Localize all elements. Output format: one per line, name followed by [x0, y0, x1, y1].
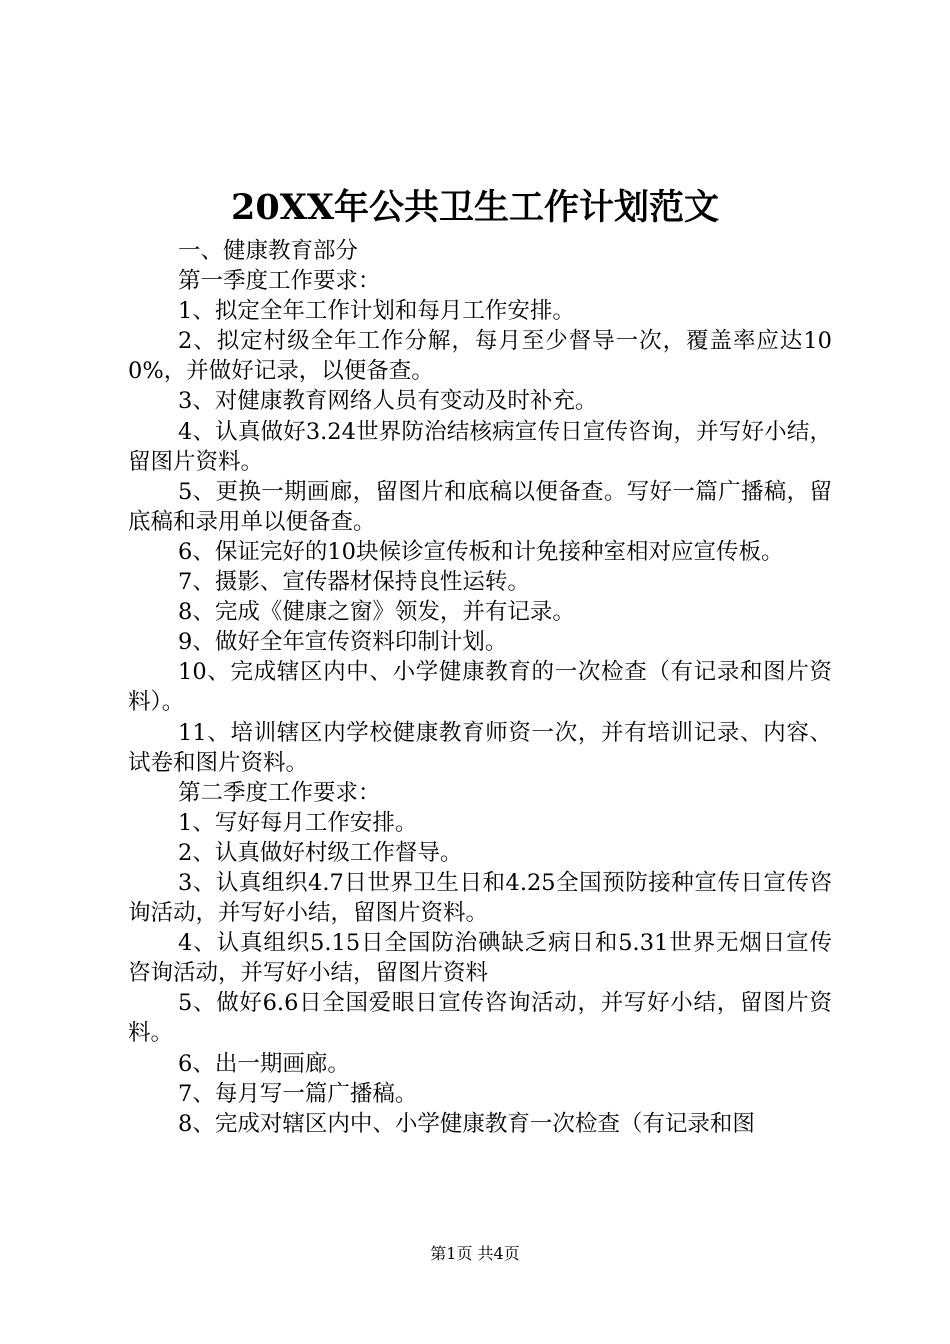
- page-number-footer: 第1页 共4页: [430, 1244, 520, 1263]
- document-body: [128, 236, 832, 1139]
- document-title: 20XX年公共卫生工作计划范文: [230, 187, 720, 228]
- paragraph-q2-item-4: 4、认真组织5.15日全国防治碘缺乏病日和5.31世界无烟日宣传咨询活动，并写好小结，留图片资料: [128, 930, 832, 987]
- paragraph-q1-item-10: 10、完成辖区内中、小学健康教育的一次检查（有记录和图片资料）。: [128, 659, 832, 716]
- paragraph-q1-requirements: 第一季度工作要求：: [178, 268, 381, 295]
- paragraph-q1-item-3: 3、对健康教育网络人员有变动及时补充。: [178, 388, 598, 415]
- paragraph-q1-item-2: 2、拟定村级全年工作分解，每月至少督导一次，覆盖率应达100%，并做好记录，以便备查。: [128, 328, 832, 385]
- paragraph-heading-health-education: 一、健康教育部分: [178, 238, 359, 264]
- paragraph-q1-item-9: 9、做好全年宣传资料印制计划。: [178, 629, 508, 656]
- paragraph-q1-item-8: 8、完成《健康之窗》领发，并有记录。: [178, 599, 575, 626]
- paragraph-q1-item-5: 5、更换一期画廊，留图片和底稿以便备查。写好一篇广播稿，留底稿和录用单以便备查。: [128, 478, 832, 535]
- paragraph-q1-item-11: 11、培训辖区内学校健康教育师资一次，并有培训记录、内容、试卷和图片资料。: [128, 719, 832, 776]
- paragraph-q1-item-7: 7、摄影、宣传器材保持良性运转。: [178, 569, 530, 596]
- paragraph-q2-requirements: 第二季度工作要求：: [178, 779, 381, 806]
- paragraph-q2-item-5: 5、做好6.6日全国爱眼日宣传咨询活动，并写好小结，留图片资料。: [128, 990, 832, 1047]
- paragraph-q2-item-6: 6、出一期画廊。: [178, 1050, 350, 1077]
- paragraph-q2-item-3: 3、认真组织4.7日世界卫生日和4.25全国预防接种宣传日宣传咨询活动，并写好小结，留图片资料。: [128, 869, 832, 927]
- paragraph-q2-item-7: 7、每月写一篇广播稿。: [178, 1080, 418, 1107]
- paragraph-q2-item-1: 1、写好每月工作安排。: [178, 809, 418, 836]
- paragraph-q2-item-8: 8、完成对辖区内中、小学健康教育一次检查（有记录和图: [178, 1110, 755, 1137]
- paragraph-q1-item-4: 4、认真做好3.24世界防治结核病宣传日宣传咨询，并写好小结，留图片资料。: [128, 418, 832, 475]
- paragraph-q2-item-2: 2、认真做好村级工作督导。: [178, 839, 463, 866]
- paragraph-q1-item-6: 6、保证完好的10块候诊宣传板和计免接种室相对应宣传板。: [178, 538, 784, 565]
- paragraph-q1-item-1: 1、拟定全年工作计划和每月工作安排。: [178, 298, 575, 325]
